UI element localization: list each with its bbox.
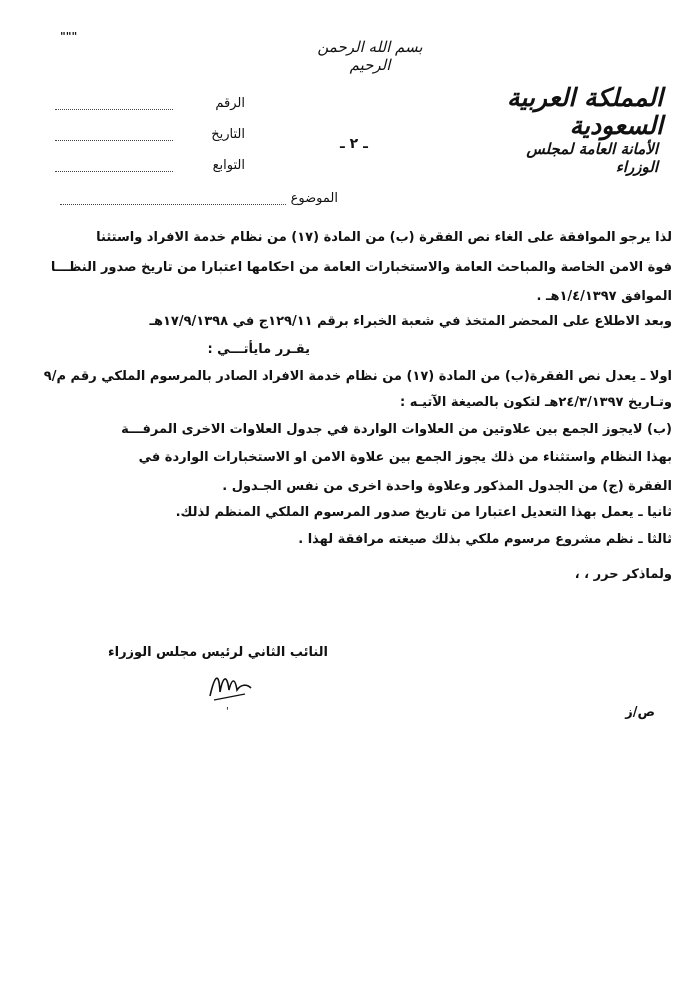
number-field (55, 96, 245, 116)
body-line-6: اولا ـ يعدل نص الفقرة(ب) من المادة (١٧) من نظام خدمة الافراد الصادر بالمرسوم الملكي رقم م/٩ (43, 369, 672, 384)
basmala: بسم الله الرحمن الرحيم (317, 38, 423, 74)
reference-initials: ص/ز (625, 705, 655, 720)
page-number: ـ ٢ ـ (340, 136, 368, 152)
body-line-2: فوة الامن الخاصة والمباحث العامة والاستخبارات العامة من احكامها اعتبارا من تاريخ صدور النظـــا (50, 260, 672, 275)
body-line-11: ثانيا ـ يعمل بهذا التعديل اعتبارا من تاريخ صدور المرسوم الملكي المنظم لذلك. (175, 505, 672, 520)
subject-label: الموضوع (290, 191, 338, 206)
date-label: التاريخ (211, 127, 245, 142)
attachments-dotted-line (55, 171, 173, 172)
body-line-12: ثالثا ـ نظم مشروع مرسوم ملكي بذلك صيغته مرافقة لهذا . (298, 532, 672, 547)
letterhead-secretariat: الأمانة العامة لمجلس الوزراء (526, 140, 658, 176)
body-line-3: الموافق ١/٤/١٣٩٧هـ . (536, 289, 672, 304)
attachments-field (55, 158, 245, 178)
small-mark: ' (226, 706, 229, 717)
number-dotted-line (55, 109, 173, 110)
letterhead-kingdom: المملكة العربية السعودية (507, 83, 663, 140)
signature (205, 664, 255, 704)
body-line-7: وتـاريخ ٢٤/٣/١٣٩٧هـ لتكون بالصيغة الآتيـه : (400, 395, 672, 410)
body-line-8: (ب) لايجوز الجمع بين علاوتين من العلاوات الواردة في جدول العلاوات الاخرى المرفـــة (121, 422, 672, 437)
body-line-9: بهذا النظام واستثناء من ذلك يجوز الجمع بين علاوة الامن او الاستخبارات الواردة في (138, 450, 672, 465)
body-line-1: لذا يرجو الموافقة على الغاء نص الفقرة (ب) من المادة (١٧) من نظام خدمة الافراد واستثنا (96, 230, 672, 245)
corner-mark: """ (60, 30, 78, 43)
attachments-label: التوابع (212, 158, 245, 173)
body-line-10: الفقرة (ج) من الجدول المذكور وعلاوة واحدة اخرى من نفس الجـدول . (222, 479, 672, 494)
body-decision-heading: يقـرر مايأتـــي : (207, 342, 310, 357)
subject-field (60, 191, 338, 211)
body-line-4: وبعد الاطلاع على المحضر المتخذ في شعبة الخبراء برقم ١٢٩/١١ج في ١٧/٩/١٣٩٨هـ (149, 314, 672, 329)
number-label: الرقم (215, 96, 245, 111)
body-closing: ولماذكر حرر ، ، (574, 567, 672, 582)
date-field (55, 127, 245, 147)
date-dotted-line (55, 140, 173, 141)
signatory-title: النائب الثاني لرئيس مجلس الوزراء (107, 645, 328, 660)
subject-dotted-line (60, 204, 286, 205)
